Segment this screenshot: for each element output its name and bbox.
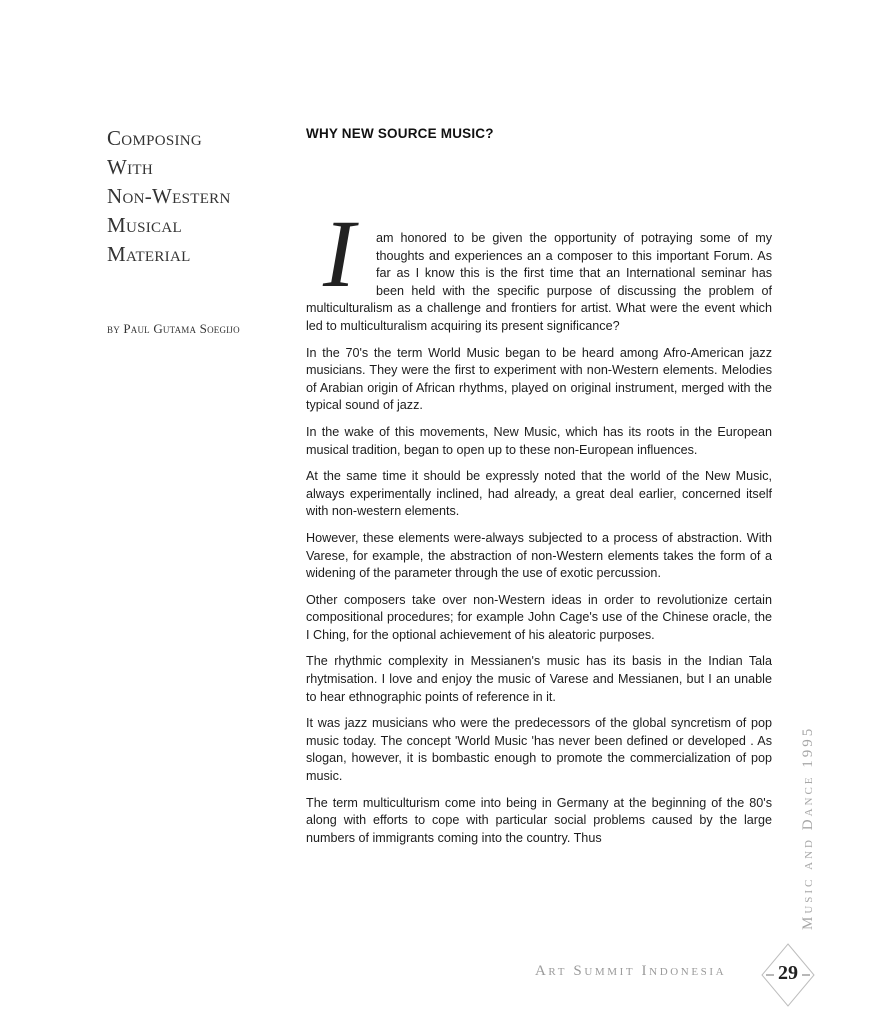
running-footer-title: Art Summit Indonesia: [535, 963, 727, 979]
article-body: [306, 200, 772, 856]
drop-cap: I: [323, 200, 355, 307]
byline: by Paul Gutama Soegijo: [107, 321, 240, 336]
body-paragraph: [306, 200, 772, 336]
page-number: 29: [778, 962, 798, 984]
title-line: Material: [107, 242, 191, 266]
title-line: Composing: [107, 126, 203, 150]
body-paragraph: Other composers take over non-Western ideas in order to revolutionize certain compositional procedures; for example John Cage's use of the Chinese oracle, the I Ching, for the optional achievement of his aleatoric purposes.: [306, 592, 772, 642]
body-paragraph: The rhythmic complexity in Messianen's music has its basis in the Indian Tala rhytmisation. I love and enjoy the music of Varese and Messianen, but I an unable to hear ethnographic points of reference in it.: [306, 654, 772, 704]
body-paragraph: At the same time it should be expressly noted that the world of the New Music, always experimentally inclined, had already, a great deal earlier, concerned itself with non-western elements.: [306, 469, 772, 519]
body-paragraph: In the 70's the term World Music began to be heard among Afro-American jazz musicians. They were the first to experiment with non-Western elements. Melodies of Arabian origin of African rhythms, played on original instrument, merged with the typical sound of jazz.: [306, 345, 772, 413]
section-heading: WHY NEW SOURCE MUSIC?: [306, 126, 494, 141]
title-line: Non-Western: [107, 184, 231, 208]
body-paragraph: In the wake of this movements, New Music, which has its roots in the European musical tradition, began to open up to these non-European influences.: [306, 424, 772, 457]
body-paragraph: It was jazz musicians who were the predecessors of the global syncretism of pop music today. The concept 'World Music 'has never been defined or developed . As slogan, however, it is bombastic enough to promote the commercialization of pop music.: [306, 716, 772, 784]
paragraph-text: am honored to be given the opportunity of potraying some of my thoughts and experiences an a composer to this important Forum. As far as I know this is the first time that an International seminar has been held with the specific purpose of discussing the problem of multiculturalism as a challenge and frontiers for artist. What were the event which led to multiculturalism acquiring its present significance?: [306, 231, 772, 333]
article-title: [107, 124, 287, 269]
body-paragraph: The term multiculturism come into being in Germany at the beginning of the 80's along with efforts to cope with particular social problems caused by the large numbers of immigrants coming into the country. Thus: [306, 795, 772, 845]
body-paragraph: However, these elements were-always subjected to a process of abstraction. With Varese, for example, the abstraction of non-Western elements takes the form of a widening of the parameter through the use of exotic percussion.: [306, 530, 772, 581]
side-running-title: Music and Dance 1995: [800, 725, 816, 930]
title-line: With: [107, 155, 154, 179]
title-line: Musical: [107, 213, 182, 237]
page-number-ornament: [760, 942, 816, 1008]
